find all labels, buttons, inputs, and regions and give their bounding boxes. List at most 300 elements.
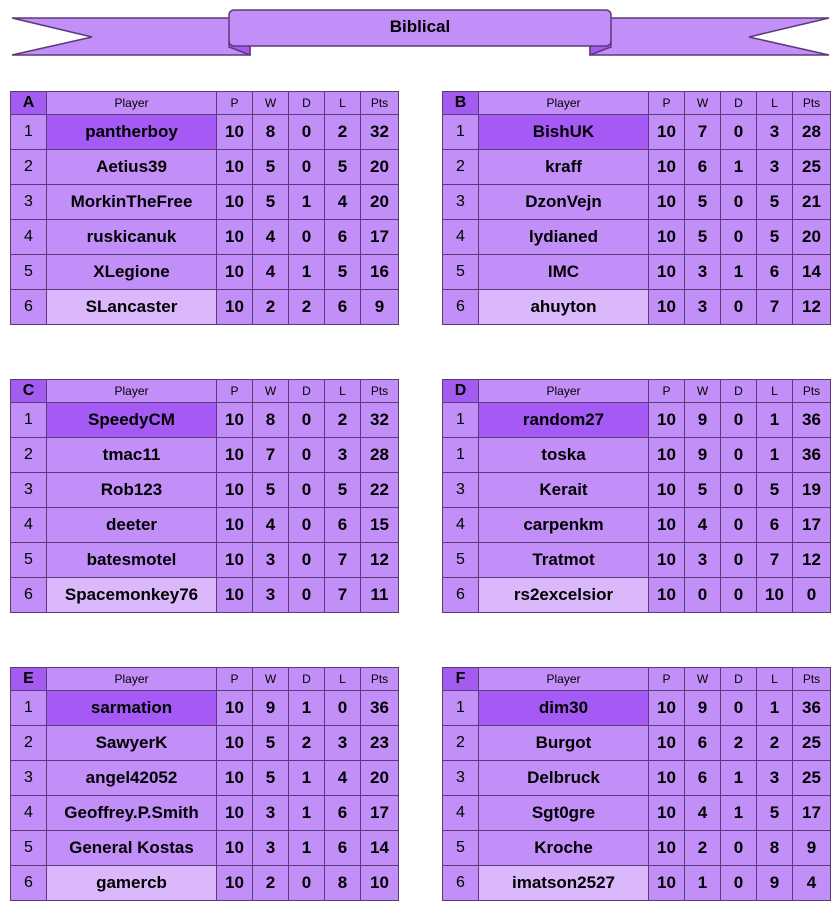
group-table <box>10 91 399 325</box>
group-table <box>10 667 399 901</box>
l-cell: 3 <box>325 726 361 761</box>
l-cell: 3 <box>325 438 361 473</box>
pts-cell: 20 <box>793 220 831 255</box>
table-row <box>11 220 399 255</box>
position-cell: 6 <box>443 578 479 613</box>
position-cell: 4 <box>443 508 479 543</box>
p-cell: 10 <box>649 866 685 901</box>
player-name-cell: carpenkm <box>479 508 649 543</box>
table-row <box>443 150 831 185</box>
table-row <box>443 220 831 255</box>
table-row <box>11 255 399 290</box>
w-cell: 2 <box>685 831 721 866</box>
header-l: L <box>325 668 361 691</box>
d-cell: 1 <box>721 796 757 831</box>
w-cell: 9 <box>685 403 721 438</box>
player-name-cell: Tratmot <box>479 543 649 578</box>
pts-cell: 32 <box>361 403 399 438</box>
w-cell: 2 <box>253 290 289 325</box>
p-cell: 10 <box>217 726 253 761</box>
header-w: W <box>685 380 721 403</box>
position-cell: 5 <box>443 255 479 290</box>
p-cell: 10 <box>217 255 253 290</box>
p-cell: 10 <box>217 691 253 726</box>
p-cell: 10 <box>649 796 685 831</box>
position-cell: 5 <box>11 543 47 578</box>
table-row <box>443 761 831 796</box>
position-cell: 4 <box>11 796 47 831</box>
table-row <box>443 578 831 613</box>
l-cell: 6 <box>757 508 793 543</box>
player-name-cell: dim30 <box>479 691 649 726</box>
pts-cell: 12 <box>793 290 831 325</box>
l-cell: 5 <box>325 255 361 290</box>
table-row <box>11 543 399 578</box>
table-row <box>11 185 399 220</box>
table-row <box>11 150 399 185</box>
position-cell: 3 <box>443 761 479 796</box>
pts-cell: 20 <box>361 185 399 220</box>
header-p: P <box>649 380 685 403</box>
w-cell: 2 <box>253 866 289 901</box>
l-cell: 6 <box>325 508 361 543</box>
table-row <box>11 473 399 508</box>
l-cell: 7 <box>757 290 793 325</box>
l-cell: 5 <box>757 185 793 220</box>
d-cell: 0 <box>289 543 325 578</box>
player-name-cell: tmac11 <box>47 438 217 473</box>
pts-cell: 36 <box>793 403 831 438</box>
table-row <box>11 831 399 866</box>
d-cell: 0 <box>721 473 757 508</box>
d-cell: 0 <box>721 543 757 578</box>
pts-cell: 10 <box>361 866 399 901</box>
header-d: D <box>289 92 325 115</box>
position-cell: 5 <box>11 255 47 290</box>
p-cell: 10 <box>649 761 685 796</box>
d-cell: 2 <box>721 726 757 761</box>
header-pts: Pts <box>793 92 831 115</box>
player-name-cell: BishUK <box>479 115 649 150</box>
table-row <box>443 543 831 578</box>
header-player: Player <box>47 92 217 115</box>
table-row <box>11 691 399 726</box>
table-row <box>11 508 399 543</box>
header-player: Player <box>479 668 649 691</box>
p-cell: 10 <box>217 150 253 185</box>
group-letter: D <box>443 380 479 403</box>
l-cell: 6 <box>757 255 793 290</box>
l-cell: 4 <box>325 185 361 220</box>
l-cell: 6 <box>325 290 361 325</box>
header-player: Player <box>47 668 217 691</box>
l-cell: 5 <box>757 796 793 831</box>
player-name-cell: kraff <box>479 150 649 185</box>
pts-cell: 9 <box>793 831 831 866</box>
d-cell: 0 <box>721 115 757 150</box>
header-d: D <box>721 92 757 115</box>
position-cell: 3 <box>443 185 479 220</box>
player-name-cell: lydianed <box>479 220 649 255</box>
position-cell: 4 <box>11 220 47 255</box>
p-cell: 10 <box>649 185 685 220</box>
p-cell: 10 <box>217 185 253 220</box>
position-cell: 1 <box>443 438 479 473</box>
w-cell: 3 <box>253 578 289 613</box>
pts-cell: 28 <box>793 115 831 150</box>
group-table <box>442 667 831 901</box>
w-cell: 5 <box>253 726 289 761</box>
pts-cell: 12 <box>793 543 831 578</box>
header-w: W <box>685 668 721 691</box>
pts-cell: 12 <box>361 543 399 578</box>
p-cell: 10 <box>649 403 685 438</box>
table-row <box>443 796 831 831</box>
p-cell: 10 <box>217 578 253 613</box>
group-table <box>442 379 831 613</box>
w-cell: 6 <box>685 726 721 761</box>
w-cell: 5 <box>253 185 289 220</box>
player-name-cell: rs2excelsior <box>479 578 649 613</box>
table-row <box>11 115 399 150</box>
title-banner <box>0 0 839 60</box>
player-name-cell: Kroche <box>479 831 649 866</box>
group-letter: E <box>11 668 47 691</box>
table-header-row <box>11 380 399 403</box>
w-cell: 9 <box>685 438 721 473</box>
d-cell: 0 <box>289 473 325 508</box>
l-cell: 1 <box>757 403 793 438</box>
player-name-cell: ruskicanuk <box>47 220 217 255</box>
d-cell: 2 <box>289 290 325 325</box>
header-p: P <box>217 380 253 403</box>
table-header-row <box>443 668 831 691</box>
pts-cell: 16 <box>361 255 399 290</box>
p-cell: 10 <box>649 290 685 325</box>
l-cell: 1 <box>757 438 793 473</box>
l-cell: 7 <box>325 578 361 613</box>
header-p: P <box>649 92 685 115</box>
d-cell: 0 <box>289 220 325 255</box>
d-cell: 0 <box>721 403 757 438</box>
d-cell: 1 <box>289 255 325 290</box>
player-name-cell: sarmation <box>47 691 217 726</box>
table-header-row <box>11 668 399 691</box>
d-cell: 1 <box>289 185 325 220</box>
player-name-cell: Burgot <box>479 726 649 761</box>
header-pts: Pts <box>793 380 831 403</box>
player-name-cell: General Kostas <box>47 831 217 866</box>
player-name-cell: SpeedyCM <box>47 403 217 438</box>
d-cell: 1 <box>721 150 757 185</box>
group-letter: B <box>443 92 479 115</box>
l-cell: 6 <box>325 831 361 866</box>
l-cell: 2 <box>325 115 361 150</box>
position-cell: 1 <box>443 403 479 438</box>
l-cell: 5 <box>757 220 793 255</box>
position-cell: 4 <box>443 796 479 831</box>
p-cell: 10 <box>217 220 253 255</box>
d-cell: 1 <box>721 255 757 290</box>
w-cell: 4 <box>685 508 721 543</box>
d-cell: 0 <box>721 831 757 866</box>
position-cell: 1 <box>443 115 479 150</box>
d-cell: 0 <box>289 578 325 613</box>
player-name-cell: Geoffrey.P.Smith <box>47 796 217 831</box>
table-header-row <box>443 380 831 403</box>
l-cell: 8 <box>325 866 361 901</box>
w-cell: 9 <box>253 691 289 726</box>
player-name-cell: deeter <box>47 508 217 543</box>
group-letter: F <box>443 668 479 691</box>
w-cell: 6 <box>685 761 721 796</box>
w-cell: 7 <box>685 115 721 150</box>
pts-cell: 17 <box>361 796 399 831</box>
pts-cell: 14 <box>361 831 399 866</box>
position-cell: 2 <box>443 150 479 185</box>
position-cell: 5 <box>11 831 47 866</box>
l-cell: 3 <box>757 761 793 796</box>
d-cell: 0 <box>721 691 757 726</box>
player-name-cell: Aetius39 <box>47 150 217 185</box>
header-player: Player <box>479 380 649 403</box>
pts-cell: 20 <box>361 150 399 185</box>
header-d: D <box>721 668 757 691</box>
l-cell: 9 <box>757 866 793 901</box>
p-cell: 10 <box>649 473 685 508</box>
table-row <box>443 255 831 290</box>
w-cell: 5 <box>685 473 721 508</box>
d-cell: 0 <box>289 866 325 901</box>
d-cell: 1 <box>289 691 325 726</box>
header-pts: Pts <box>793 668 831 691</box>
pts-cell: 25 <box>793 761 831 796</box>
header-d: D <box>721 380 757 403</box>
p-cell: 10 <box>217 115 253 150</box>
l-cell: 3 <box>757 150 793 185</box>
pts-cell: 23 <box>361 726 399 761</box>
l-cell: 7 <box>757 543 793 578</box>
l-cell: 10 <box>757 578 793 613</box>
p-cell: 10 <box>649 578 685 613</box>
table-row <box>443 866 831 901</box>
player-name-cell: IMC <box>479 255 649 290</box>
pts-cell: 19 <box>793 473 831 508</box>
d-cell: 0 <box>289 115 325 150</box>
header-l: L <box>757 668 793 691</box>
d-cell: 0 <box>721 290 757 325</box>
w-cell: 8 <box>253 115 289 150</box>
player-name-cell: Kerait <box>479 473 649 508</box>
group-table <box>10 379 399 613</box>
w-cell: 3 <box>253 543 289 578</box>
player-name-cell: angel42052 <box>47 761 217 796</box>
w-cell: 1 <box>685 866 721 901</box>
player-name-cell: DzonVejn <box>479 185 649 220</box>
d-cell: 2 <box>289 726 325 761</box>
position-cell: 5 <box>443 831 479 866</box>
table-row <box>443 473 831 508</box>
table-row <box>11 578 399 613</box>
l-cell: 0 <box>325 691 361 726</box>
position-cell: 5 <box>443 543 479 578</box>
position-cell: 4 <box>443 220 479 255</box>
d-cell: 1 <box>289 831 325 866</box>
position-cell: 1 <box>443 691 479 726</box>
w-cell: 3 <box>253 796 289 831</box>
header-p: P <box>649 668 685 691</box>
header-w: W <box>253 92 289 115</box>
w-cell: 8 <box>253 403 289 438</box>
position-cell: 2 <box>11 726 47 761</box>
player-name-cell: Spacemonkey76 <box>47 578 217 613</box>
position-cell: 3 <box>11 761 47 796</box>
p-cell: 10 <box>649 150 685 185</box>
l-cell: 6 <box>325 796 361 831</box>
l-cell: 5 <box>757 473 793 508</box>
p-cell: 10 <box>217 508 253 543</box>
header-l: L <box>325 92 361 115</box>
table-row <box>443 726 831 761</box>
pts-cell: 11 <box>361 578 399 613</box>
p-cell: 10 <box>217 866 253 901</box>
pts-cell: 25 <box>793 726 831 761</box>
header-d: D <box>289 668 325 691</box>
player-name-cell: ahuyton <box>479 290 649 325</box>
player-name-cell: Sgt0gre <box>479 796 649 831</box>
header-p: P <box>217 668 253 691</box>
p-cell: 10 <box>217 473 253 508</box>
position-cell: 3 <box>443 473 479 508</box>
player-name-cell: SawyerK <box>47 726 217 761</box>
p-cell: 10 <box>217 796 253 831</box>
header-w: W <box>685 92 721 115</box>
d-cell: 0 <box>721 508 757 543</box>
w-cell: 3 <box>253 831 289 866</box>
w-cell: 5 <box>685 220 721 255</box>
pts-cell: 36 <box>793 438 831 473</box>
p-cell: 10 <box>649 543 685 578</box>
pts-cell: 36 <box>793 691 831 726</box>
w-cell: 3 <box>685 290 721 325</box>
player-name-cell: SLancaster <box>47 290 217 325</box>
w-cell: 4 <box>253 255 289 290</box>
pts-cell: 0 <box>793 578 831 613</box>
position-cell: 6 <box>11 290 47 325</box>
pts-cell: 28 <box>361 438 399 473</box>
header-l: L <box>757 380 793 403</box>
header-d: D <box>289 380 325 403</box>
pts-cell: 21 <box>793 185 831 220</box>
d-cell: 0 <box>721 438 757 473</box>
position-cell: 6 <box>443 866 479 901</box>
l-cell: 4 <box>325 761 361 796</box>
position-cell: 6 <box>11 866 47 901</box>
header-pts: Pts <box>361 668 399 691</box>
page-title: Biblical <box>389 17 451 36</box>
p-cell: 10 <box>649 726 685 761</box>
table-row <box>11 438 399 473</box>
header-w: W <box>253 668 289 691</box>
header-l: L <box>757 92 793 115</box>
table-row <box>11 761 399 796</box>
header-player: Player <box>479 92 649 115</box>
pts-cell: 25 <box>793 150 831 185</box>
w-cell: 4 <box>685 796 721 831</box>
table-row <box>443 508 831 543</box>
d-cell: 0 <box>289 403 325 438</box>
p-cell: 10 <box>217 761 253 796</box>
p-cell: 10 <box>649 255 685 290</box>
position-cell: 2 <box>443 726 479 761</box>
pts-cell: 22 <box>361 473 399 508</box>
d-cell: 1 <box>721 761 757 796</box>
position-cell: 3 <box>11 473 47 508</box>
table-row <box>443 290 831 325</box>
w-cell: 5 <box>253 150 289 185</box>
p-cell: 10 <box>649 220 685 255</box>
d-cell: 1 <box>289 761 325 796</box>
w-cell: 7 <box>253 438 289 473</box>
player-name-cell: toska <box>479 438 649 473</box>
l-cell: 1 <box>757 691 793 726</box>
position-cell: 3 <box>11 185 47 220</box>
l-cell: 7 <box>325 543 361 578</box>
group-table <box>442 91 831 325</box>
player-name-cell: gamercb <box>47 866 217 901</box>
pts-cell: 32 <box>361 115 399 150</box>
header-pts: Pts <box>361 380 399 403</box>
l-cell: 5 <box>325 473 361 508</box>
p-cell: 10 <box>217 831 253 866</box>
table-row <box>11 403 399 438</box>
position-cell: 1 <box>11 403 47 438</box>
player-name-cell: imatson2527 <box>479 866 649 901</box>
header-pts: Pts <box>361 92 399 115</box>
table-row <box>443 115 831 150</box>
player-name-cell: random27 <box>479 403 649 438</box>
l-cell: 6 <box>325 220 361 255</box>
d-cell: 0 <box>721 866 757 901</box>
l-cell: 8 <box>757 831 793 866</box>
d-cell: 0 <box>289 438 325 473</box>
header-w: W <box>253 380 289 403</box>
l-cell: 2 <box>757 726 793 761</box>
w-cell: 6 <box>685 150 721 185</box>
d-cell: 0 <box>721 220 757 255</box>
p-cell: 10 <box>649 438 685 473</box>
p-cell: 10 <box>217 403 253 438</box>
pts-cell: 17 <box>793 508 831 543</box>
w-cell: 5 <box>685 185 721 220</box>
pts-cell: 36 <box>361 691 399 726</box>
player-name-cell: Delbruck <box>479 761 649 796</box>
table-row <box>11 726 399 761</box>
table-header-row <box>443 92 831 115</box>
p-cell: 10 <box>217 543 253 578</box>
p-cell: 10 <box>649 508 685 543</box>
position-cell: 6 <box>443 290 479 325</box>
position-cell: 2 <box>11 150 47 185</box>
player-name-cell: XLegione <box>47 255 217 290</box>
table-row <box>443 403 831 438</box>
p-cell: 10 <box>649 691 685 726</box>
w-cell: 5 <box>253 761 289 796</box>
w-cell: 5 <box>253 473 289 508</box>
position-cell: 2 <box>11 438 47 473</box>
l-cell: 3 <box>757 115 793 150</box>
p-cell: 10 <box>649 115 685 150</box>
